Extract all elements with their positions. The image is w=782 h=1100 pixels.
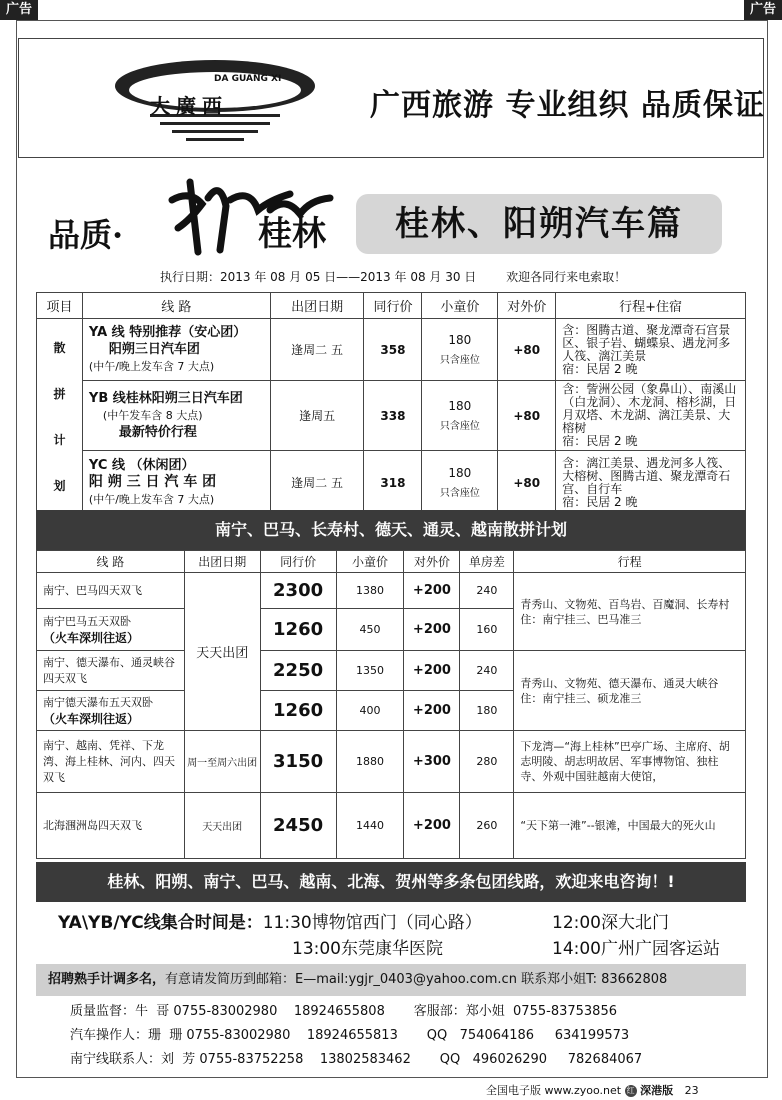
table-header: 项目 [37,293,83,319]
ad-tag-right: 广告 [744,0,782,20]
child-note: 只含座位 [439,488,480,499]
table-row [37,381,746,451]
route-subtitle: 阳 朔 三 日 汽 车 团 [88,474,217,490]
table-header: 行程+住宿 [556,293,746,319]
price-cell: 1260 [260,609,336,651]
stay-text: 住：南宁挂三、硕龙准三 [520,691,642,705]
ext-price-cell: +200 [404,691,460,731]
child-price: 180 [448,399,472,413]
yangshuo-tour-table [36,292,746,515]
route-note: (中午/晚上发车含 7 大点) [88,360,215,373]
route-cell [37,691,185,731]
date-cell: 周一至周六出团 [184,731,260,793]
route-cell: 北海涠洲岛四天双飞 [37,793,185,859]
logo [110,44,320,152]
route-cell [82,451,270,515]
table-header: 行程 [514,551,746,573]
child-price-cell: 1440 [336,793,404,859]
table-header: 线 路 [37,551,185,573]
stay-text: 宿：民居 2 晚 [562,494,638,509]
price-cell: 2250 [260,651,336,691]
route-cell [37,609,185,651]
itinerary-cell [556,451,746,515]
single-room-cell: 180 [460,691,514,731]
single-room-cell: 280 [460,731,514,793]
price-cell: 3150 [260,731,336,793]
child-price-cell: 400 [336,691,404,731]
meeting-label-text: YA\YB/YC线集合时间是： [58,913,263,933]
route-subtitle: 最新特价行程 [118,425,197,440]
category-char: 划 [53,478,66,493]
child-price: 180 [448,466,472,480]
itinerary-text: 含：訾洲公园（象鼻山）、南溪山（白龙洞）、木龙洞、榕杉湖，日月双塔、木龙湖、漓江美景、大榕树 [562,382,737,435]
table-row [37,731,746,793]
route-subtitle: （火车深圳往返） [43,711,140,726]
category-cell [37,319,83,515]
ext-price-cell: +200 [404,609,460,651]
child-price-cell [422,451,498,515]
child-price-cell: 1880 [336,731,404,793]
stay-text: 宿：民居 2 晚 [562,361,638,376]
meeting-time-4: 14:00广州广园客运站 [552,939,720,959]
category-char: 拼 [53,386,66,401]
itinerary-text: 青秀山、文物苑、百鸟岩、百魔洞、长寿村 [520,597,730,611]
meeting-time-3: 13:00东莞康华医院 [292,939,443,959]
itinerary-cell [556,319,746,381]
table-row [37,573,746,609]
ext-price-cell: +200 [404,573,460,609]
exec-date-line [160,268,652,285]
ad-tag-left: 广告 [0,0,38,20]
route-cell: 南宁、德天瀑布、通灵峡谷四天双飞 [37,651,185,691]
table-header: 出团日期 [184,551,260,573]
footer-site: 全国电子版 www.zyoo.net [486,1084,622,1097]
table-header: 同行价 [260,551,336,573]
table-header: 小童价 [336,551,404,573]
single-room-cell: 240 [460,651,514,691]
itinerary-cell [556,381,746,451]
itinerary-text: 含：图腾古道、聚龙潭奇石宫景区、银子岩、蝴蝶泉、遇龙河多人筏、漓江美景 [562,322,731,363]
ext-price-cell: +80 [498,451,556,515]
brand-quality: 品质· [48,216,124,254]
itinerary-cell [514,651,746,731]
slogan: 广西旅游 专业组织 品质保证 [370,88,765,123]
price-cell: 2300 [260,573,336,609]
ext-price-cell: +80 [498,381,556,451]
contacts [70,1000,642,1072]
route-cell: 南宁、巴马四天双飞 [37,573,185,609]
route-cell: 南宁、越南、凭祥、下龙湾、海上桂林、河内、四天双飞 [37,731,185,793]
child-price-cell [422,319,498,381]
section-bar-nanning: 南宁、巴马、长寿村、德天、通灵、越南散拼计划 [36,510,746,550]
route-cell [82,319,270,381]
itinerary-cell: 下龙湾—“海上桂林”巴亭广场、主席府、胡志明陵、胡志明故居、军事博物馆、独柱寺、外观中国驻越南大使馆， [514,731,746,793]
child-price-cell [422,381,498,451]
meeting-time-2: 12:00深大北门 [552,913,669,933]
welcome-text: 欢迎各同行来电索取！ [506,270,627,284]
route-title: 南宁巴马五天双卧 [43,614,131,628]
meeting-label [58,908,482,933]
table-header: 线 路 [82,293,270,319]
contact-line: 质量监督：牛 哥 0755-83002980 18924655808 客服部：郑小姐 0755-83753856 [70,1004,617,1019]
category-char: 散 [53,340,66,355]
child-price-cell: 1350 [336,651,404,691]
recruit-title: 招聘熟手计调多名， [48,972,166,987]
page-number: 23 [684,1084,699,1097]
ext-price-cell: +200 [404,793,460,859]
date-cell: 逢周五 [270,381,364,451]
table-row [37,793,746,859]
ext-price-cell: +200 [404,651,460,691]
itinerary-text: 青秀山、文物苑、德天瀑布、通灵大峡谷 [520,676,719,690]
itinerary-text: 含：漓江美景、遇龙河多人筏、大榕树、图腾古道、聚龙潭奇石宫、自行车 [562,455,731,496]
nanning-tour-table [36,550,746,859]
table-header-row [37,293,746,319]
single-room-cell: 240 [460,573,514,609]
child-price-cell: 450 [336,609,404,651]
date-cell: 逢周二 五 [270,451,364,515]
logo-english: DA GUANG XI [214,74,282,84]
ext-price-cell: +80 [498,319,556,381]
date-cell: 天天出团 [184,793,260,859]
table-row [37,319,746,381]
child-note: 只含座位 [439,421,480,432]
single-room-cell: 260 [460,793,514,859]
category-char: 计 [53,432,66,447]
brand-guilin: 桂林 [258,214,326,254]
table-header-row [37,551,746,573]
meeting-time-1: 11:30博物馆西门（同心路） [262,913,482,933]
table-row [37,651,746,691]
route-title: YA 线 特别推荐（安心团） [88,325,247,340]
table-header: 单房差 [460,551,514,573]
recruit-bar [36,964,746,996]
route-title: YB 线桂林阳朔三日汽车团 [88,391,243,406]
table-header: 对外价 [498,293,556,319]
route-cell [82,381,270,451]
itinerary-cell [514,573,746,651]
table-header: 对外价 [404,551,460,573]
table-header: 出团日期 [270,293,364,319]
stay-text: 住：南宁挂三、巴马准三 [520,612,642,626]
footer [486,1082,699,1098]
date-cell: 逢周二 五 [270,319,364,381]
child-note: 只含座位 [439,355,480,366]
single-room-cell: 160 [460,609,514,651]
table-row [37,451,746,515]
route-note: (中午/晚上发车含 7 大点) [88,493,215,506]
exec-date: 执行日期：2013 年 08 月 05 日——2013 年 08 月 30 日 [160,270,477,284]
route-subtitle: （火车深圳往返） [43,630,140,645]
stay-text: 宿：民居 2 晚 [562,434,638,448]
section-bar-charter: 桂林、阳朔、南宁、巴马、越南、北海、贺州等多条包团线路，欢迎来电咨询！! [36,862,746,902]
route-title: 南宁德天瀑布五天双卧 [43,695,153,709]
child-price-cell: 1380 [336,573,404,609]
contact-line: 汽车操作人：珊 珊 0755-83002980 18924655813 QQ 754064186 634199573 [70,1028,630,1043]
route-title: YC 线 （休闲团） [88,458,195,473]
date-cell: 天天出团 [184,573,260,731]
route-note: (中午发车含 8 大点) [102,409,203,422]
table-header: 小童价 [422,293,498,319]
price-cell: 2450 [260,793,336,859]
recruit-text: 有意请发简历到邮箱：E—mail:ygjr_0403@yahoo.com.cn 联系郑小姐T: 83662808 [165,972,668,987]
price-cell: 1260 [260,691,336,731]
banner-title: 桂林、阳朔汽车篇 [356,194,722,254]
price-cell: 338 [364,381,422,451]
price-cell: 318 [364,451,422,515]
footer-edition: 深港版 [640,1084,674,1097]
edition-badge-icon: 红 [626,1086,635,1095]
logo-name: 大廣西 [150,94,228,118]
route-subtitle: 阳朔三日汽车团 [108,342,200,357]
itinerary-cell: “天下第一滩”--银滩，中国最大的死火山 [514,793,746,859]
ext-price-cell: +300 [404,731,460,793]
table-header: 同行价 [364,293,422,319]
child-price: 180 [448,333,472,347]
price-cell: 358 [364,319,422,381]
contact-line: 南宁线联系人：刘 芳 0755-83752258 13802583462 QQ 496026290 782684067 [70,1052,643,1067]
